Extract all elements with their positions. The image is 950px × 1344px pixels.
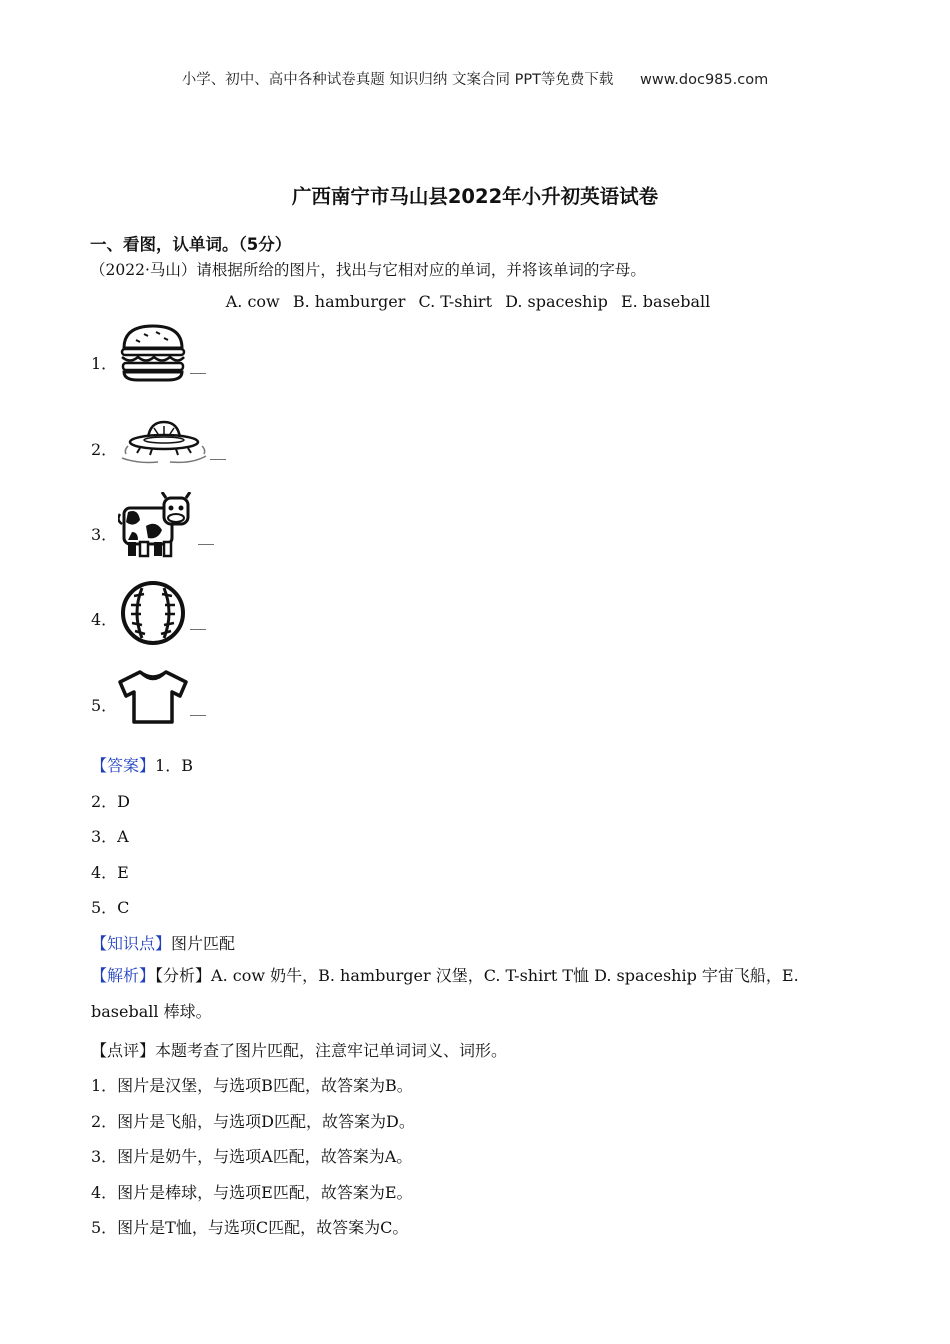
question-1-number: 1． — [91, 354, 118, 373]
answer-2: 2．D — [91, 792, 131, 811]
question-5-blank[interactable]: __ — [190, 697, 206, 716]
answer-1: 1．B — [155, 756, 193, 775]
analysis-paragraph — [91, 958, 861, 1030]
answer-line-1 — [91, 753, 193, 776]
answer-5: 5．C — [91, 898, 130, 917]
comment-line: 【点评】本题考查了图片匹配，注意牢记单词词义、词形。 — [91, 1041, 508, 1060]
knowledge-text: 图片匹配 — [171, 934, 236, 953]
explanation-1: 1．图片是汉堡，与选项B匹配，故答案为B。 — [91, 1076, 413, 1095]
tshirt-icon — [116, 668, 190, 726]
option-e: E. baseball — [620, 292, 711, 311]
analysis-text: 【分析】A. cow 奶牛，B. hamburger 汉堡，C. T-shirt T恤 D. spaceship 宇宙飞船，E. baseball 棒球。 — [91, 966, 799, 1021]
word-options — [0, 292, 936, 311]
analysis-label: 【解析】 — [91, 966, 156, 985]
explanation-5: 5．图片是T恤，与选项C匹配，故答案为C。 — [91, 1218, 409, 1237]
explanation-3: 3．图片是奶牛，与选项A匹配，故答案为A。 — [91, 1147, 413, 1166]
hamburger-icon — [118, 322, 188, 384]
page-header — [0, 68, 950, 89]
answer-4: 4．E — [91, 863, 129, 882]
knowledge-point — [91, 931, 235, 954]
question-4-number: 4． — [91, 610, 118, 629]
cow-icon — [118, 492, 192, 562]
answer-3: 3．A — [91, 827, 129, 846]
knowledge-label: 【知识点】 — [91, 934, 172, 953]
option-a: A. cow — [225, 292, 280, 311]
option-c: C. T-shirt — [418, 292, 493, 311]
question-3-number: 3． — [91, 525, 118, 544]
question-5-number: 5． — [91, 696, 118, 715]
explanation-4: 4．图片是棒球，与选项E匹配，故答案为E。 — [91, 1183, 413, 1202]
question-1-blank[interactable]: __ — [190, 355, 206, 374]
option-d: D. spaceship — [505, 292, 608, 311]
section-heading: 一、看图，认单词。（5分） — [90, 235, 292, 254]
answer-label: 【答案】 — [91, 756, 156, 775]
page-title: 广西南宁市马山县2022年小升初英语试卷 — [291, 185, 659, 208]
question-3-blank[interactable]: __ — [198, 526, 214, 545]
option-b: B. hamburger — [292, 292, 406, 311]
spaceship-icon — [118, 414, 210, 472]
question-4-blank[interactable]: __ — [190, 611, 206, 630]
header-url[interactable]: www.doc985.com — [640, 72, 769, 88]
question-2-number: 2． — [91, 440, 118, 459]
section-instruction: （2022·马山）请根据所给的图片，找出与它相对应的单词，并将该单词的字母。 — [90, 261, 646, 279]
question-2-blank[interactable]: __ — [210, 441, 226, 460]
baseball-icon — [120, 580, 186, 646]
explanation-2: 2．图片是飞船，与选项D匹配，故答案为D。 — [91, 1112, 415, 1131]
header-text: 小学、初中、高中各种试卷真题 知识归纳 文案合同 PPT等免费下载 — [181, 72, 614, 88]
